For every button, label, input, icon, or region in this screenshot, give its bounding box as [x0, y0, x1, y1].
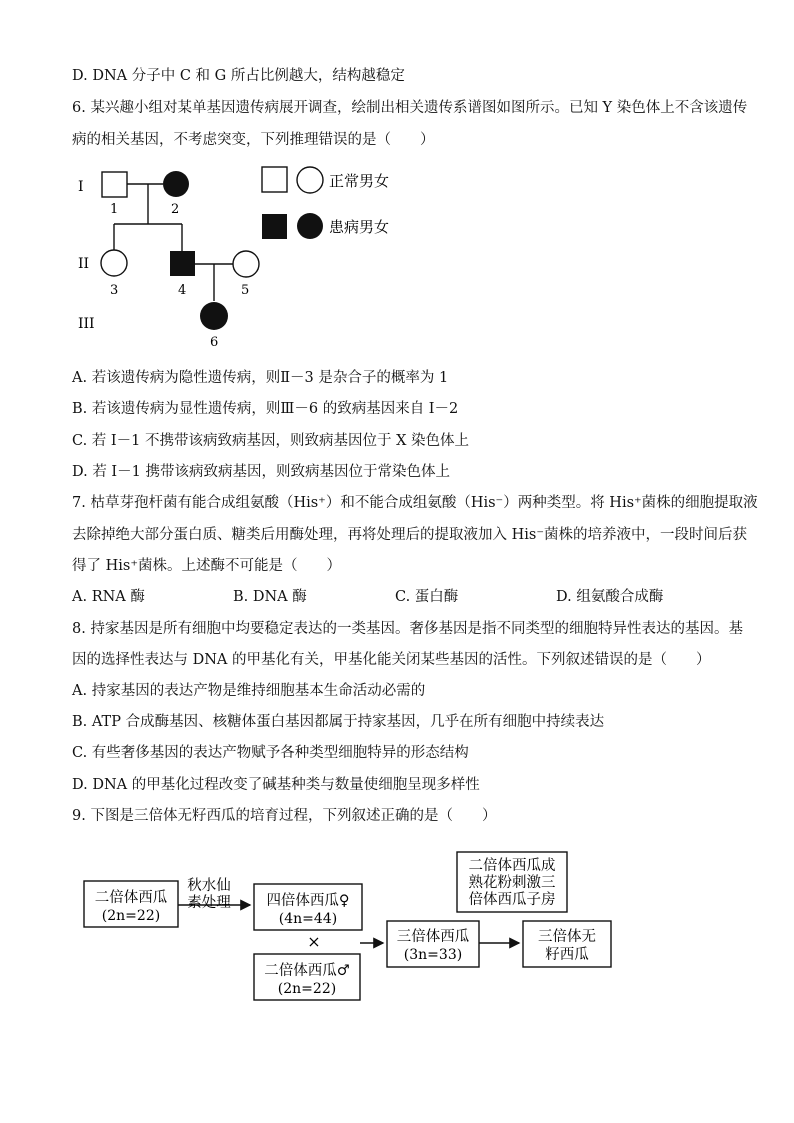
- tetraploid-female-chromosomes: (4n=44): [278, 911, 338, 927]
- generation-label-III: III: [78, 316, 95, 332]
- q6-option-d: D. 若 I－1 携带该病致病基因，则致病基因位于常染色体上: [72, 464, 450, 480]
- q6-option-c: C. 若 I－1 不携带该病致病基因，则致病基因位于 X 染色体上: [72, 433, 470, 449]
- individual-number-2: 2: [171, 202, 180, 217]
- pollen-stimulation-label-3: 倍体西瓜子房: [468, 892, 556, 908]
- q8-option-c: C. 有些奢侈基因的表达产物赋予各种类型细胞特异的形态结构: [72, 745, 469, 761]
- triploid-seedless-label-1: 三倍体无: [538, 929, 596, 945]
- triploid-seedless-label-2: 籽西瓜: [545, 947, 589, 963]
- individual-I-2-affected-female: [163, 171, 189, 197]
- generation-label-I: I: [78, 179, 84, 195]
- q8-option-d: D. DNA 的甲基化过程改变了碱基种类与数量使细胞呈现多样性: [72, 777, 480, 793]
- pollen-stimulation-label-2: 熟花粉刺激三: [468, 875, 556, 891]
- colchicine-treatment-label-2: 素处理: [187, 895, 231, 911]
- individual-number-5: 5: [241, 283, 250, 298]
- individual-III-6-affected-female: [200, 302, 228, 330]
- individual-number-6: 6: [210, 335, 219, 350]
- legend-normal-male-symbol: [262, 167, 287, 192]
- individual-number-4: 4: [178, 283, 187, 298]
- diploid-male-chromosomes: (2n=22): [277, 981, 337, 997]
- q5-option-d: D. DNA 分子中 C 和 G 所占比例越大，结构越稳定: [72, 68, 405, 84]
- q7-stem-line2: 去除掉绝大部分蛋白质、糖类后用酶处理，再将处理后的提取液加入 His⁻菌株的培养液中，一段时间后获: [72, 527, 747, 543]
- individual-number-3: 3: [110, 283, 119, 298]
- diploid-watermelon-chromosomes: (2n=22): [101, 908, 161, 924]
- generation-label-II: II: [78, 256, 90, 272]
- legend-affected-label: 患病男女: [329, 218, 390, 236]
- pollen-stimulation-label-1: 二倍体西瓜成: [468, 858, 556, 874]
- q7-option-a: A. RNA 酶: [72, 589, 145, 605]
- legend-affected-male-symbol: [262, 214, 287, 239]
- legend-normal-label: 正常男女: [329, 172, 390, 190]
- colchicine-treatment-label-1: 秋水仙: [187, 878, 231, 894]
- q7-option-c: C. 蛋白酶: [395, 589, 459, 605]
- individual-number-1: 1: [110, 202, 119, 217]
- q7-option-b: B. DNA 酶: [233, 589, 307, 605]
- legend-normal-female-symbol: [297, 167, 323, 193]
- q8-stem-line2: 因的选择性表达与 DNA 的甲基化有关，甲基化能关闭某些基因的活性。下列叙述错误的是（ ）: [72, 652, 711, 668]
- q7-option-d: D. 组氨酸合成酶: [556, 589, 664, 605]
- individual-I-1-normal-male: [102, 172, 127, 197]
- legend-affected-female-symbol: [297, 213, 323, 239]
- q8-stem-line1: 8. 持家基因是所有细胞中均要稳定表达的一类基因。奢侈基因是指不同类型的细胞特异性表达的基因。基: [72, 621, 743, 637]
- tetraploid-female-label: 四倍体西瓜♀: [266, 893, 350, 909]
- q6-option-b: B. 若该遗传病为显性遗传病，则Ⅲ－6 的致病基因来自 I－2: [72, 401, 459, 417]
- q7-stem-line3: 得了 His⁺菌株。上述酶不可能是（ ）: [72, 558, 341, 574]
- cross-symbol: ×: [307, 932, 321, 951]
- q9-stem: 9. 下图是三倍体无籽西瓜的培育过程，下列叙述正确的是（ ）: [72, 808, 497, 824]
- pedigree-chart: [72, 160, 402, 350]
- individual-II-3-normal-female: [101, 250, 127, 276]
- q6-stem-line1: 6. 某兴趣小组对某单基因遗传病展开调查，绘制出相关遗传系谱图如图所示。已知 Y 染色体上不含该遗传: [72, 100, 748, 116]
- q8-option-b: B. ATP 合成酶基因、核糖体蛋白基因都属于持家基因，几乎在所有细胞中持续表达: [72, 714, 605, 730]
- triploid-watermelon-chromosomes: (3n=33): [403, 947, 463, 963]
- breeding-flow-diagram: [82, 848, 622, 1008]
- q8-option-a: A. 持家基因的表达产物是维持细胞基本生命活动必需的: [72, 683, 426, 699]
- diploid-watermelon-label: 二倍体西瓜: [94, 890, 168, 906]
- diploid-male-label: 二倍体西瓜♂: [264, 963, 350, 979]
- individual-II-4-affected-male: [170, 251, 195, 276]
- q7-stem-line1: 7. 枯草芽孢杆菌有能合成组氨酸（His⁺）和不能合成组氨酸（His⁻）两种类型。将 His⁺菌株的细胞提取液: [72, 495, 758, 511]
- q6-option-a: A. 若该遗传病为隐性遗传病，则Ⅱ－3 是杂合子的概率为 1: [72, 370, 449, 386]
- q6-stem-line2: 病的相关基因，不考虑突变，下列推理错误的是（ ）: [72, 132, 435, 148]
- triploid-watermelon-label: 三倍体西瓜: [396, 929, 470, 945]
- individual-II-5-normal-female: [233, 251, 259, 277]
